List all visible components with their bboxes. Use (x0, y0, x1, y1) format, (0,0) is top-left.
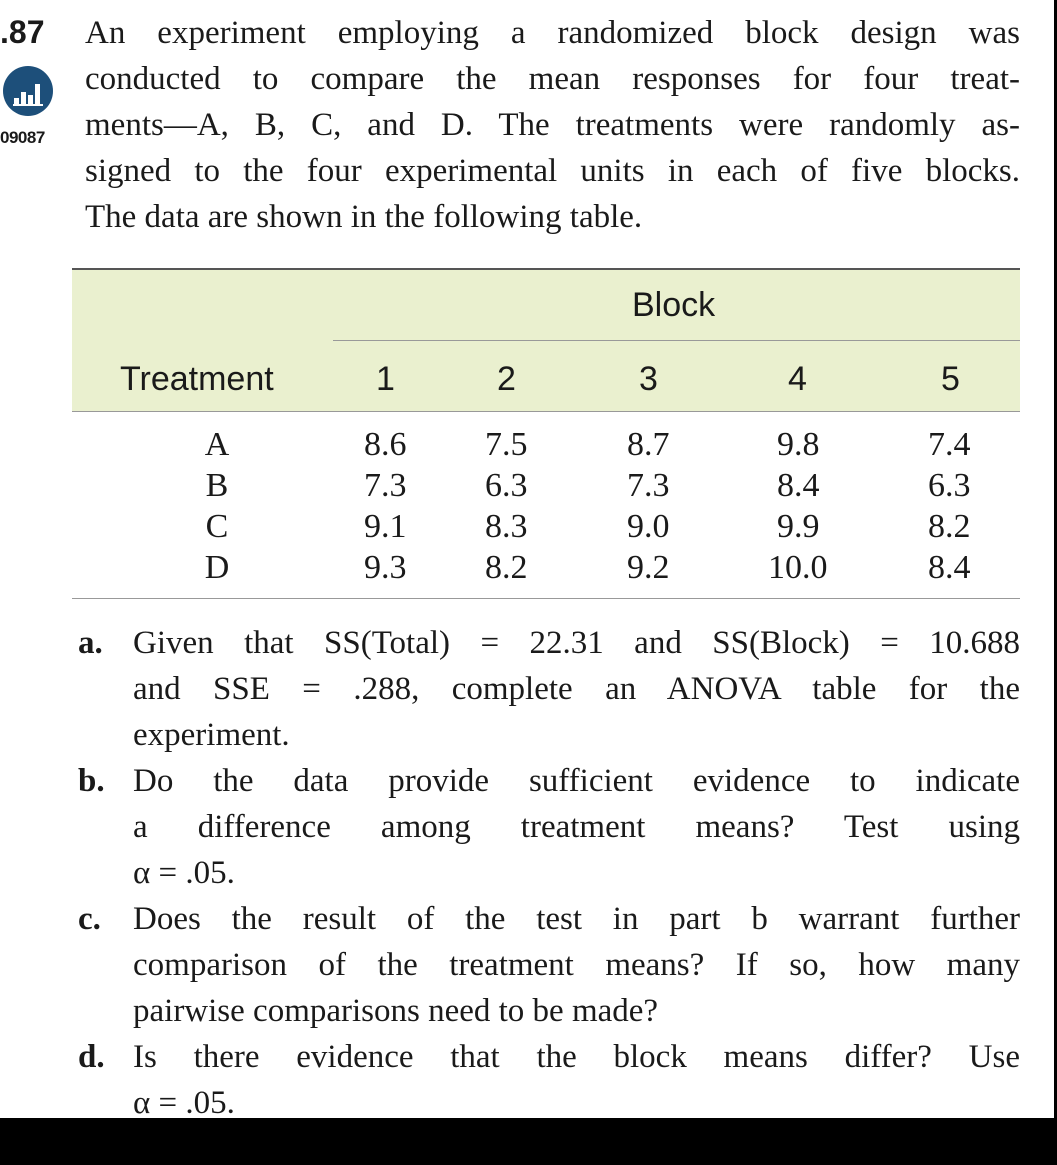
part-label: a. (78, 625, 103, 661)
value-cell: 6.3 (485, 467, 528, 504)
part-d (78, 1034, 1020, 1126)
value-cell: 9.8 (777, 426, 820, 463)
table-body (72, 424, 1020, 588)
block-column-header: 4 (788, 360, 807, 398)
table-row (72, 547, 1020, 588)
treatment-cell: C (205, 508, 229, 545)
part-line: Given that SS(Total) = 22.31 and SS(Block) = 10.688 (133, 625, 1020, 661)
block-column-header: 3 (639, 360, 658, 398)
part-line: Does the result of the test in part b warrant further (133, 901, 1020, 937)
part-label: d. (78, 1039, 105, 1075)
value-cell: 10.0 (768, 549, 828, 586)
header-divider (333, 340, 1020, 341)
part-line: comparison of the treatment means? If so, how many (133, 947, 1020, 983)
bar-chart-icon (3, 66, 53, 116)
treatment-column-header: Treatment (120, 360, 274, 398)
part-c (78, 896, 1020, 1034)
exercise-number: .87 (0, 14, 45, 50)
value-cell: 9.1 (364, 508, 407, 545)
value-cell: 6.3 (928, 467, 971, 504)
exercise-intro (85, 10, 1020, 240)
table-header (72, 268, 1020, 412)
value-cell: 8.2 (485, 549, 528, 586)
value-cell: 8.4 (777, 467, 820, 504)
table-row (72, 465, 1020, 506)
part-label: b. (78, 763, 105, 799)
block-column-header: 1 (376, 360, 395, 398)
intro-line: ments—A, B, C, and D. The treatments were randomly as- (85, 107, 1020, 143)
table-bottom-rule (72, 598, 1020, 599)
value-cell: 8.3 (485, 508, 528, 545)
part-line: Do the data provide sufficient evidence to indicate (133, 763, 1020, 799)
value-cell: 7.3 (627, 467, 670, 504)
part-line: pairwise comparisons need to be made? (133, 993, 659, 1029)
part-line: a difference among treatment means? Test using (133, 809, 1020, 845)
value-cell: 9.0 (627, 508, 670, 545)
treatment-cell: D (204, 549, 230, 586)
table-row (72, 506, 1020, 547)
data-file-id: 09087 (0, 128, 45, 147)
part-label: c. (78, 901, 101, 937)
value-cell: 7.3 (364, 467, 407, 504)
value-cell: 7.5 (485, 426, 528, 463)
block-group-header: Block (632, 286, 716, 324)
intro-line: signed to the four experimental units in each of five blocks. (85, 153, 1020, 189)
data-table (72, 268, 1020, 600)
part-line: and SSE = .288, complete an ANOVA table for the (133, 671, 1020, 707)
block-column-header: 2 (497, 360, 516, 398)
value-cell: 8.7 (627, 426, 670, 463)
block-column-header: 5 (941, 360, 960, 398)
part-line: Is there evidence that the block means differ? Use (133, 1039, 1020, 1075)
value-cell: 9.9 (777, 508, 820, 545)
value-cell: 7.4 (928, 426, 971, 463)
part-a (78, 620, 1020, 758)
value-cell: 9.3 (364, 549, 407, 586)
treatment-cell: B (205, 467, 229, 504)
table-row (72, 424, 1020, 465)
part-line: experiment. (133, 717, 290, 753)
intro-line: conducted to compare the mean responses for four treat- (85, 61, 1020, 97)
treatment-cell: A (204, 426, 230, 463)
value-cell: 8.2 (928, 508, 971, 545)
intro-line: The data are shown in the following table. (85, 199, 643, 235)
exercise-parts (78, 620, 1020, 1126)
part-line: α = .05. (133, 855, 235, 891)
value-cell: 8.6 (364, 426, 407, 463)
part-b (78, 758, 1020, 896)
part-line: α = .05. (133, 1085, 235, 1121)
value-cell: 9.2 (627, 549, 670, 586)
value-cell: 8.4 (928, 549, 971, 586)
intro-line: An experiment employing a randomized block design was (85, 15, 1020, 51)
